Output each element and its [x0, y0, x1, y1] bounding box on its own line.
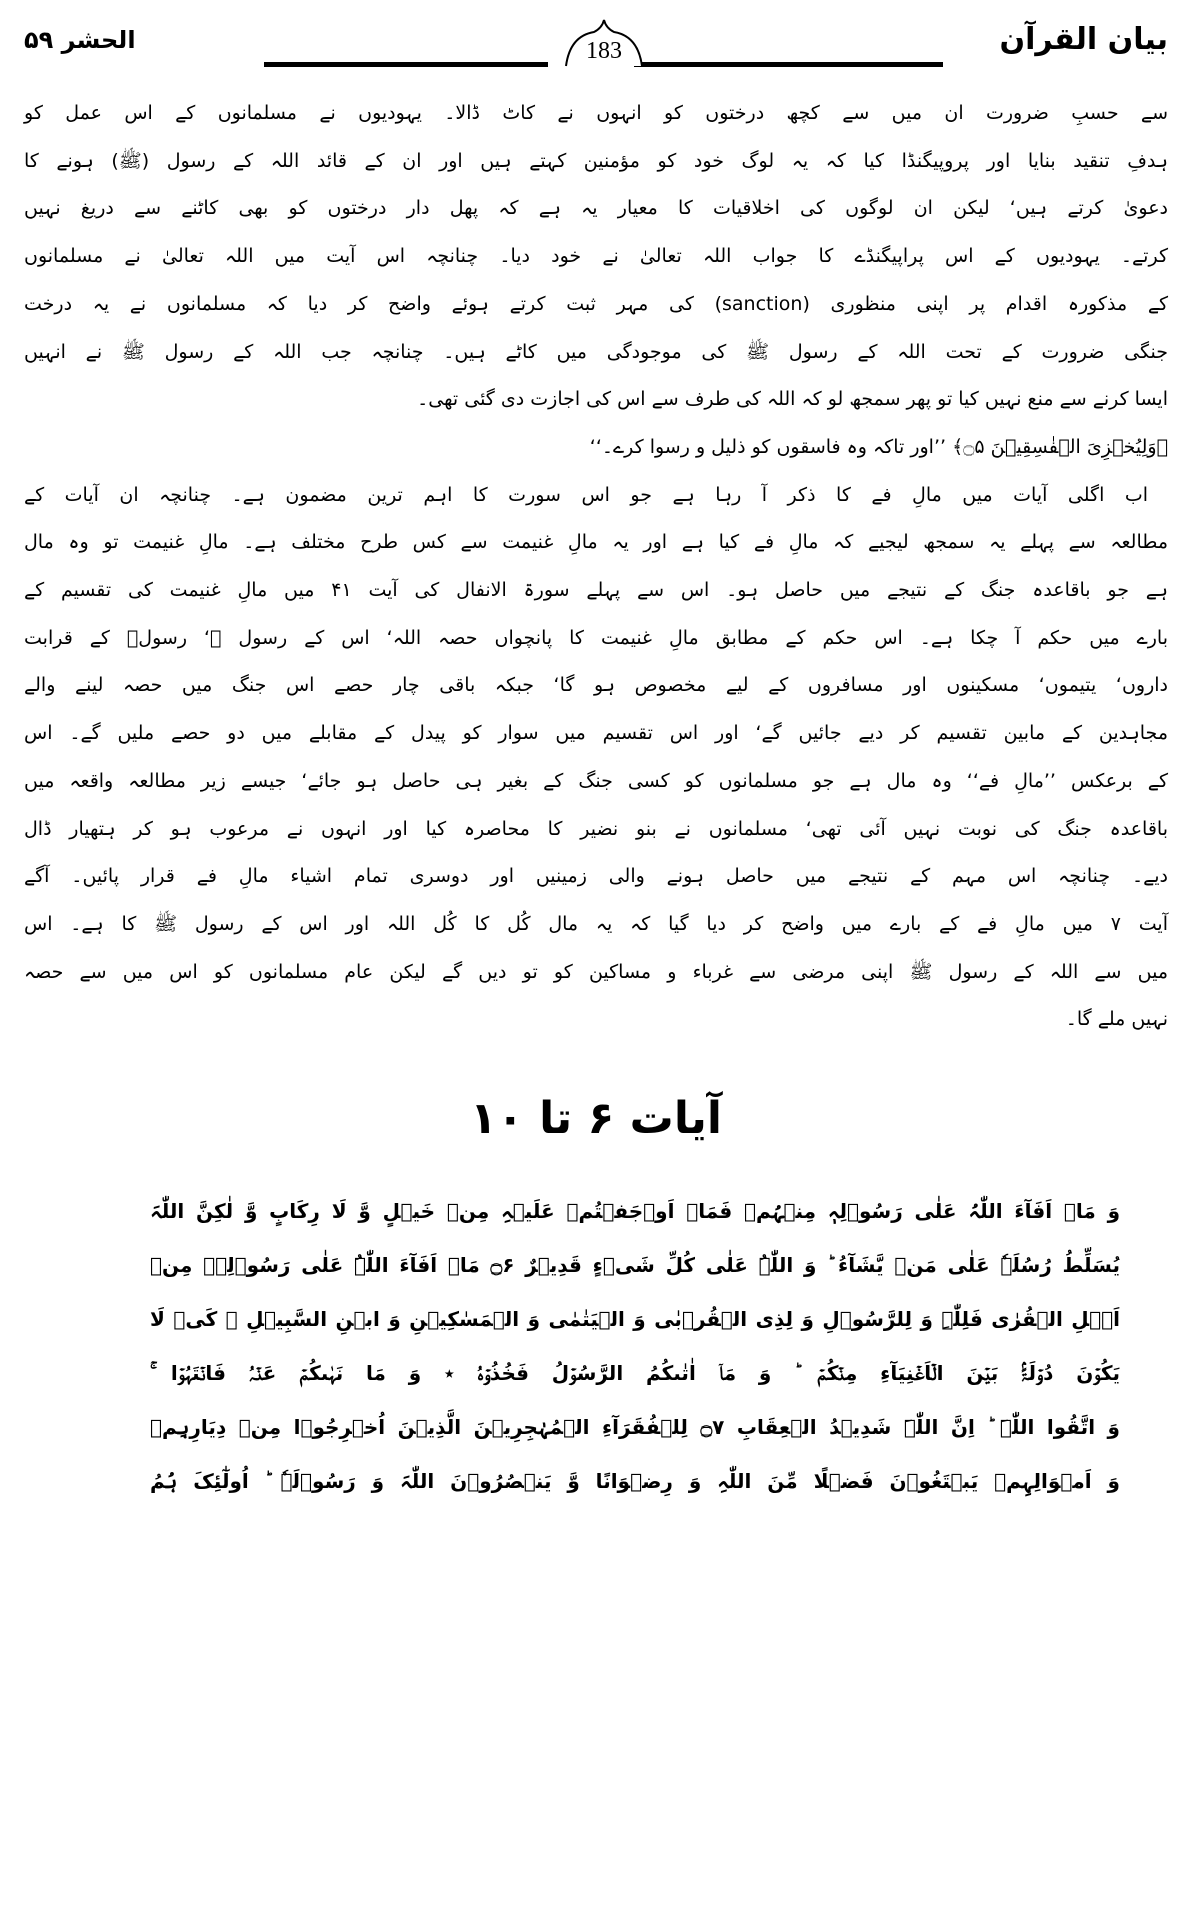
text-line: باقاعدہ جنگ کی نوبت نہیں آئی تھی‘ مسلمانوں نے بنو نضیر کا محاصرہ کیا اور انہوں نے مرعوب ہو کر ہتھیار ڈال	[24, 817, 1168, 840]
quoted-verse-line: ﴿وَلِیُخۡزِیَ الۡفٰسِقِیۡنَ ۝۵﴾ ’’اور تاکہ وہ فاسقوں کو ذلیل و رسوا کرے۔‘‘	[589, 435, 1168, 458]
text-line: دعویٰ کرتے ہیں‘ لیکن ان لوگوں کی اخلاقیات کا معیار یہ ہے کہ پھل دار درختوں کو بھی کاٹنے سے دریغ نہیں	[24, 197, 1168, 220]
text-line: سے حسبِ ضرورت ان میں سے کچھ درختوں کو انہوں نے کاٹ ڈالا۔ یہودیوں نے مسلمانوں کے اس عمل کو	[24, 102, 1168, 124]
text-line: ہدفِ تنقید بنایا اور پروپیگنڈا کیا کہ یہ لوگ خود کو مؤمنین کہتے ہیں اور ان کے قائد اللہ کے رسول (ﷺ) ہونے کا	[24, 149, 1168, 172]
text-line: جنگی ضرورت کے تحت اللہ کے رسول ﷺ کی موجودگی میں کاٹے ہیں۔ چنانچہ جب اللہ کے رسول ﷺ نے انہیں	[24, 340, 1168, 363]
text-line: بارے میں حکم آ چکا ہے۔ اس حکم کے مطابق مالِ غنیمت کا پانچواں حصہ اللہ‘ اس کے رسول ﷺ‘ رسولؐ کے قرابت	[24, 626, 1168, 649]
quran-line: وَ اَمۡوَالِہِمۡ یَبۡتَغُوۡنَ فَضۡلًا مِّنَ اللّٰہِ وَ رِضۡوَانًا وَّ یَنۡصُرُوۡنَ اللّٰہَ وَ رَسُوۡلَہٗ ؕ اُولٰٓئِکَ ہُمُ	[150, 1469, 1120, 1494]
text-line: کے برعکس ’’مالِ فے‘‘ وہ مال ہے جو مسلمانوں کو کسی جنگ کے بغیر ہی حاصل ہو جائے‘ جیسے زیر مطالعہ واقعہ میں	[24, 769, 1168, 792]
page-header	[24, 18, 1168, 78]
header-rule-left	[264, 62, 548, 67]
text-line: دیے۔ چنانچہ اس مہم کے نتیجے میں حاصل ہونے والی زمینیں اور دوسری تمام اشیاء مالِ فے قرار پائیں۔ آگے	[24, 865, 1168, 888]
text-line: داروں‘ یتیموں‘ مسکینوں اور مسافروں کے لیے مخصوص ہو گا‘ جبکہ باقی چار حصے اس جنگ میں حصہ لینے والے	[24, 674, 1168, 697]
text-line: ہے جو باقاعدہ جنگ کے نتیجے میں حاصل ہو۔ اس سے پہلے سورۃ الانفال کی آیت ۴۱ میں مالِ غنیمت کی تقسیم کے	[24, 579, 1168, 602]
quran-line: وَ اتَّقُوا اللّٰہَ ؕ اِنَّ اللّٰہَ شَدِیۡدُ الۡعِقَابِ ۝۷ لِلۡفُقَرَآءِ الۡمُہٰجِرِیۡنَ الَّذِیۡنَ اُخۡرِجُوۡا مِنۡ دِیَارِہِمۡ	[150, 1415, 1120, 1440]
book-title: بیان القرآن	[999, 22, 1168, 57]
page-number: 183	[586, 38, 622, 64]
text-line: اب اگلی آیات میں مالِ فے کا ذکر آ رہا ہے جو اس سورت کا اہم ترین مضمون ہے۔ چنانچہ ان آیات کے	[24, 483, 1148, 506]
header-rule-right	[634, 62, 943, 67]
text-line: میں سے اللہ کے رسول ﷺ اپنی مرضی سے غرباء و مساکین کو تو دیں گے لیکن عام مسلمانوں کو اس میں سے حصہ	[24, 960, 1168, 983]
quran-line: یُسَلِّطُ رُسُلَہٗ عَلٰی مَنۡ یَّشَآءُ ؕ وَ اللّٰہُ عَلٰی کُلِّ شَیۡءٍ قَدِیۡرٌ ۝۶ مَاۤ اَفَآءَ اللّٰہُ عَلٰی رَسُوۡلِہٖ مِنۡ	[150, 1253, 1120, 1278]
quran-verses	[150, 1184, 1120, 1508]
section-heading: آیات ۶ تا ۱۰	[470, 1093, 722, 1145]
text-line: مجاہدین کے مابین تقسیم کر دیے جائیں گے‘ اور اس تقسیم میں سوار کو پیدل کے مقابلے میں دو حصے ملیں گے۔ اس	[24, 722, 1168, 745]
quran-line: یَکُوۡنَ دُوۡلَۃًۢ بَیۡنَ الۡاَغۡنِیَآءِ مِنۡکُمۡ ؕ وَ مَاۤ اٰتٰىکُمُ الرَّسُوۡلُ فَخُذُوۡہُ ٭ وَ مَا نَہٰىکُمۡ عَنۡہُ فَانۡتَہُوۡا ۚ	[150, 1361, 1120, 1386]
commentary-text	[24, 90, 1168, 1044]
surah-label: الحشر ۵۹	[24, 26, 136, 54]
quran-line: وَ مَاۤ اَفَآءَ اللّٰہُ عَلٰی رَسُوۡلِہٖ مِنۡہُمۡ فَمَاۤ اَوۡجَفۡتُمۡ عَلَیۡہِ مِنۡ خَیۡلٍ وَّ لَا رِکَابٍ وَّ لٰکِنَّ اللّٰہَ	[150, 1199, 1120, 1224]
text-line: نہیں ملے گا۔	[1065, 1008, 1168, 1031]
text-line: ایسا کرنے سے منع نہیں کیا تو پھر سمجھ لو کہ اللہ کی طرف سے اس کی اجازت دی گئی تھی۔	[417, 388, 1168, 411]
text-line: کے مذکورہ اقدام پر اپنی منظوری (sanction) کی مہر ثبت کرتے ہوئے واضح کر دیا کہ مسلمانوں نے یہ درخت	[24, 292, 1168, 315]
quran-line: اَہۡلِ الۡقُرٰی فَلِلّٰہِ وَ لِلرَّسُوۡلِ وَ لِذِی الۡقُرۡبٰی وَ الۡیَتٰمٰی وَ الۡمَسٰکِیۡنِ وَ ابۡنِ السَّبِیۡلِ ۙ کَیۡ لَا	[150, 1307, 1120, 1332]
text-line: کرتے۔ یہودیوں کے اس پراپیگنڈے کا جواب اللہ تعالیٰ نے خود دیا۔ چنانچہ اس آیت میں اللہ تعالیٰ نے مسلمانوں	[24, 245, 1168, 268]
text-line: آیت ۷ میں مالِ فے کے بارے میں واضح کر دیا گیا کہ یہ مال کُل کا کُل اللہ اور اس کے رسول ﷺ کا ہے۔ اس	[24, 912, 1168, 935]
text-line: مطالعہ سے پہلے یہ سمجھ لیجیے کہ مالِ فے کیا ہے اور یہ مالِ غنیمت سے کس طرح مختلف ہے۔ مالِ غنیمت تو وہ مال	[24, 531, 1168, 554]
